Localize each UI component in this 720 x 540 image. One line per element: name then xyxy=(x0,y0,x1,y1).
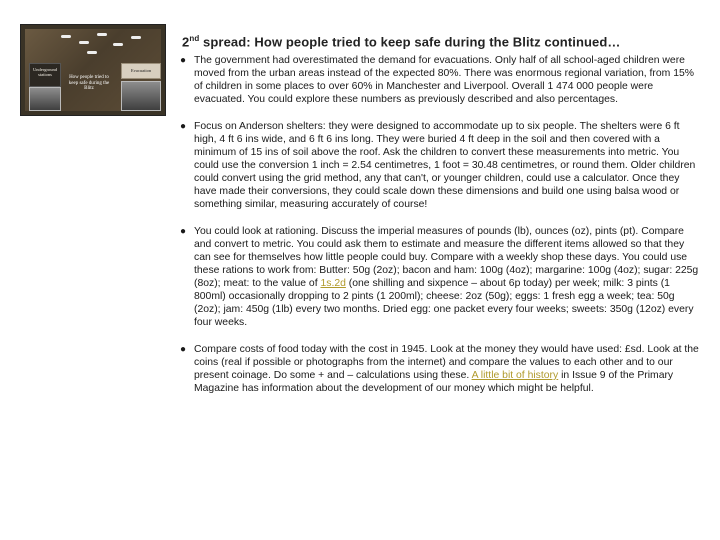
plane-icon xyxy=(113,43,123,46)
spread-thumbnail xyxy=(20,24,166,116)
bullet-item xyxy=(180,120,700,211)
title-number: 2 xyxy=(182,34,190,50)
plane-icon xyxy=(87,51,97,54)
bullet-item xyxy=(180,343,700,395)
bullet-item xyxy=(180,54,700,106)
title-text: spread: How people tried to keep safe during the Blitz continued… xyxy=(199,34,621,50)
thumbnail-photo xyxy=(121,81,161,111)
bullet-text-after: (one shilling and sixpence – about 6p today) per week; milk: 3 pints (1 800ml) occasionally dropping to 2 pints (1 200ml); cheese: 2oz (50g); eggs: 1 fresh egg a week; tea: 50g (2oz); jam: 450g (1lb) every two months. Dried egg: one packet every four weeks; sweets: 350g (12oz) every four weeks. xyxy=(194,278,694,328)
bullet-text-after: in Issue 9 of the Primary Magazine has information about the development of our money which might be helpful. xyxy=(194,370,674,394)
thumbnail-card-left xyxy=(29,63,61,87)
bullet-text: The government had overestimated the demand for evacuations. Only half of all school-aged children were moved from the urban areas instead of the expected 80%. There was enormous regional variation, from 15% of children in some places to over 60% in Manchester and Liverpool. Overall 1 474 000 people were evacuated. You could explore these numbers as previously described and also percentages. xyxy=(194,55,694,105)
plane-icon xyxy=(97,33,107,36)
bullet-icon: ● xyxy=(180,121,187,132)
thumbnail-label-right: Evacuation xyxy=(130,68,152,73)
plane-icon xyxy=(131,36,141,39)
bullet-icon: ● xyxy=(180,55,187,66)
history-link[interactable]: A little bit of history xyxy=(471,370,559,381)
page-title xyxy=(182,34,621,49)
bullet-item xyxy=(180,225,700,329)
bullet-icon: ● xyxy=(180,344,187,355)
plane-icon xyxy=(61,35,71,38)
thumbnail-label-left: Underground stations xyxy=(33,67,57,77)
thumbnail-title: How people tried to keep safe during the Blitz xyxy=(68,75,110,91)
bullet-text-before: Compare costs of food today with the cost in 1945. Look at the money they would have used: £sd. Look at the coins (real if possible or photographs from the internet) and compare the values to each other and to our present coinage. Do some + and – calculations using these. xyxy=(194,344,699,381)
plane-icon xyxy=(79,41,89,44)
money-link[interactable]: 1s.2d xyxy=(320,278,346,289)
bullet-list xyxy=(180,54,700,409)
bullet-text-before: You could look at rationing. Discuss the imperial measures of pounds (lb), ounces (oz), pints (pt). Compare and convert to metric. You could ask them to estimate and measure the different items allowed so that they can see for themselves how little people could buy. Compare with a weekly shop these days. You could use these rations to work from: Butter: 50g (2oz); bacon and ham: 100g (4oz); margarine: 100g (4oz); sugar: 225g (8oz); meat: to the value of xyxy=(194,226,699,289)
bullet-text: Focus on Anderson shelters: they were designed to accommodate up to six people. The shelters were 6 ft high, 4 ft 6 ins wide, and 6 ft 6 ins long. They were buried 4 ft deep in the soil and then covered with a minimum of 15 ins of soil above the roof. Ask the children to convert these measurements into metric. You could use the conversion 1 inch = 2.54 centimetres, 1 foot = 30.48 centimetres, or round them. Older children could convert using the grid method, any that can't, or younger children, could use a calculator. Once they have made their conversions, they could scale down these dimensions and build one using balsa wood or something similar, measuring accurately of course! xyxy=(194,121,696,210)
thumbnail-card-right xyxy=(121,63,161,79)
thumbnail-photo xyxy=(29,87,61,111)
bullet-icon: ● xyxy=(180,226,187,237)
title-ordinal: nd xyxy=(189,34,200,43)
